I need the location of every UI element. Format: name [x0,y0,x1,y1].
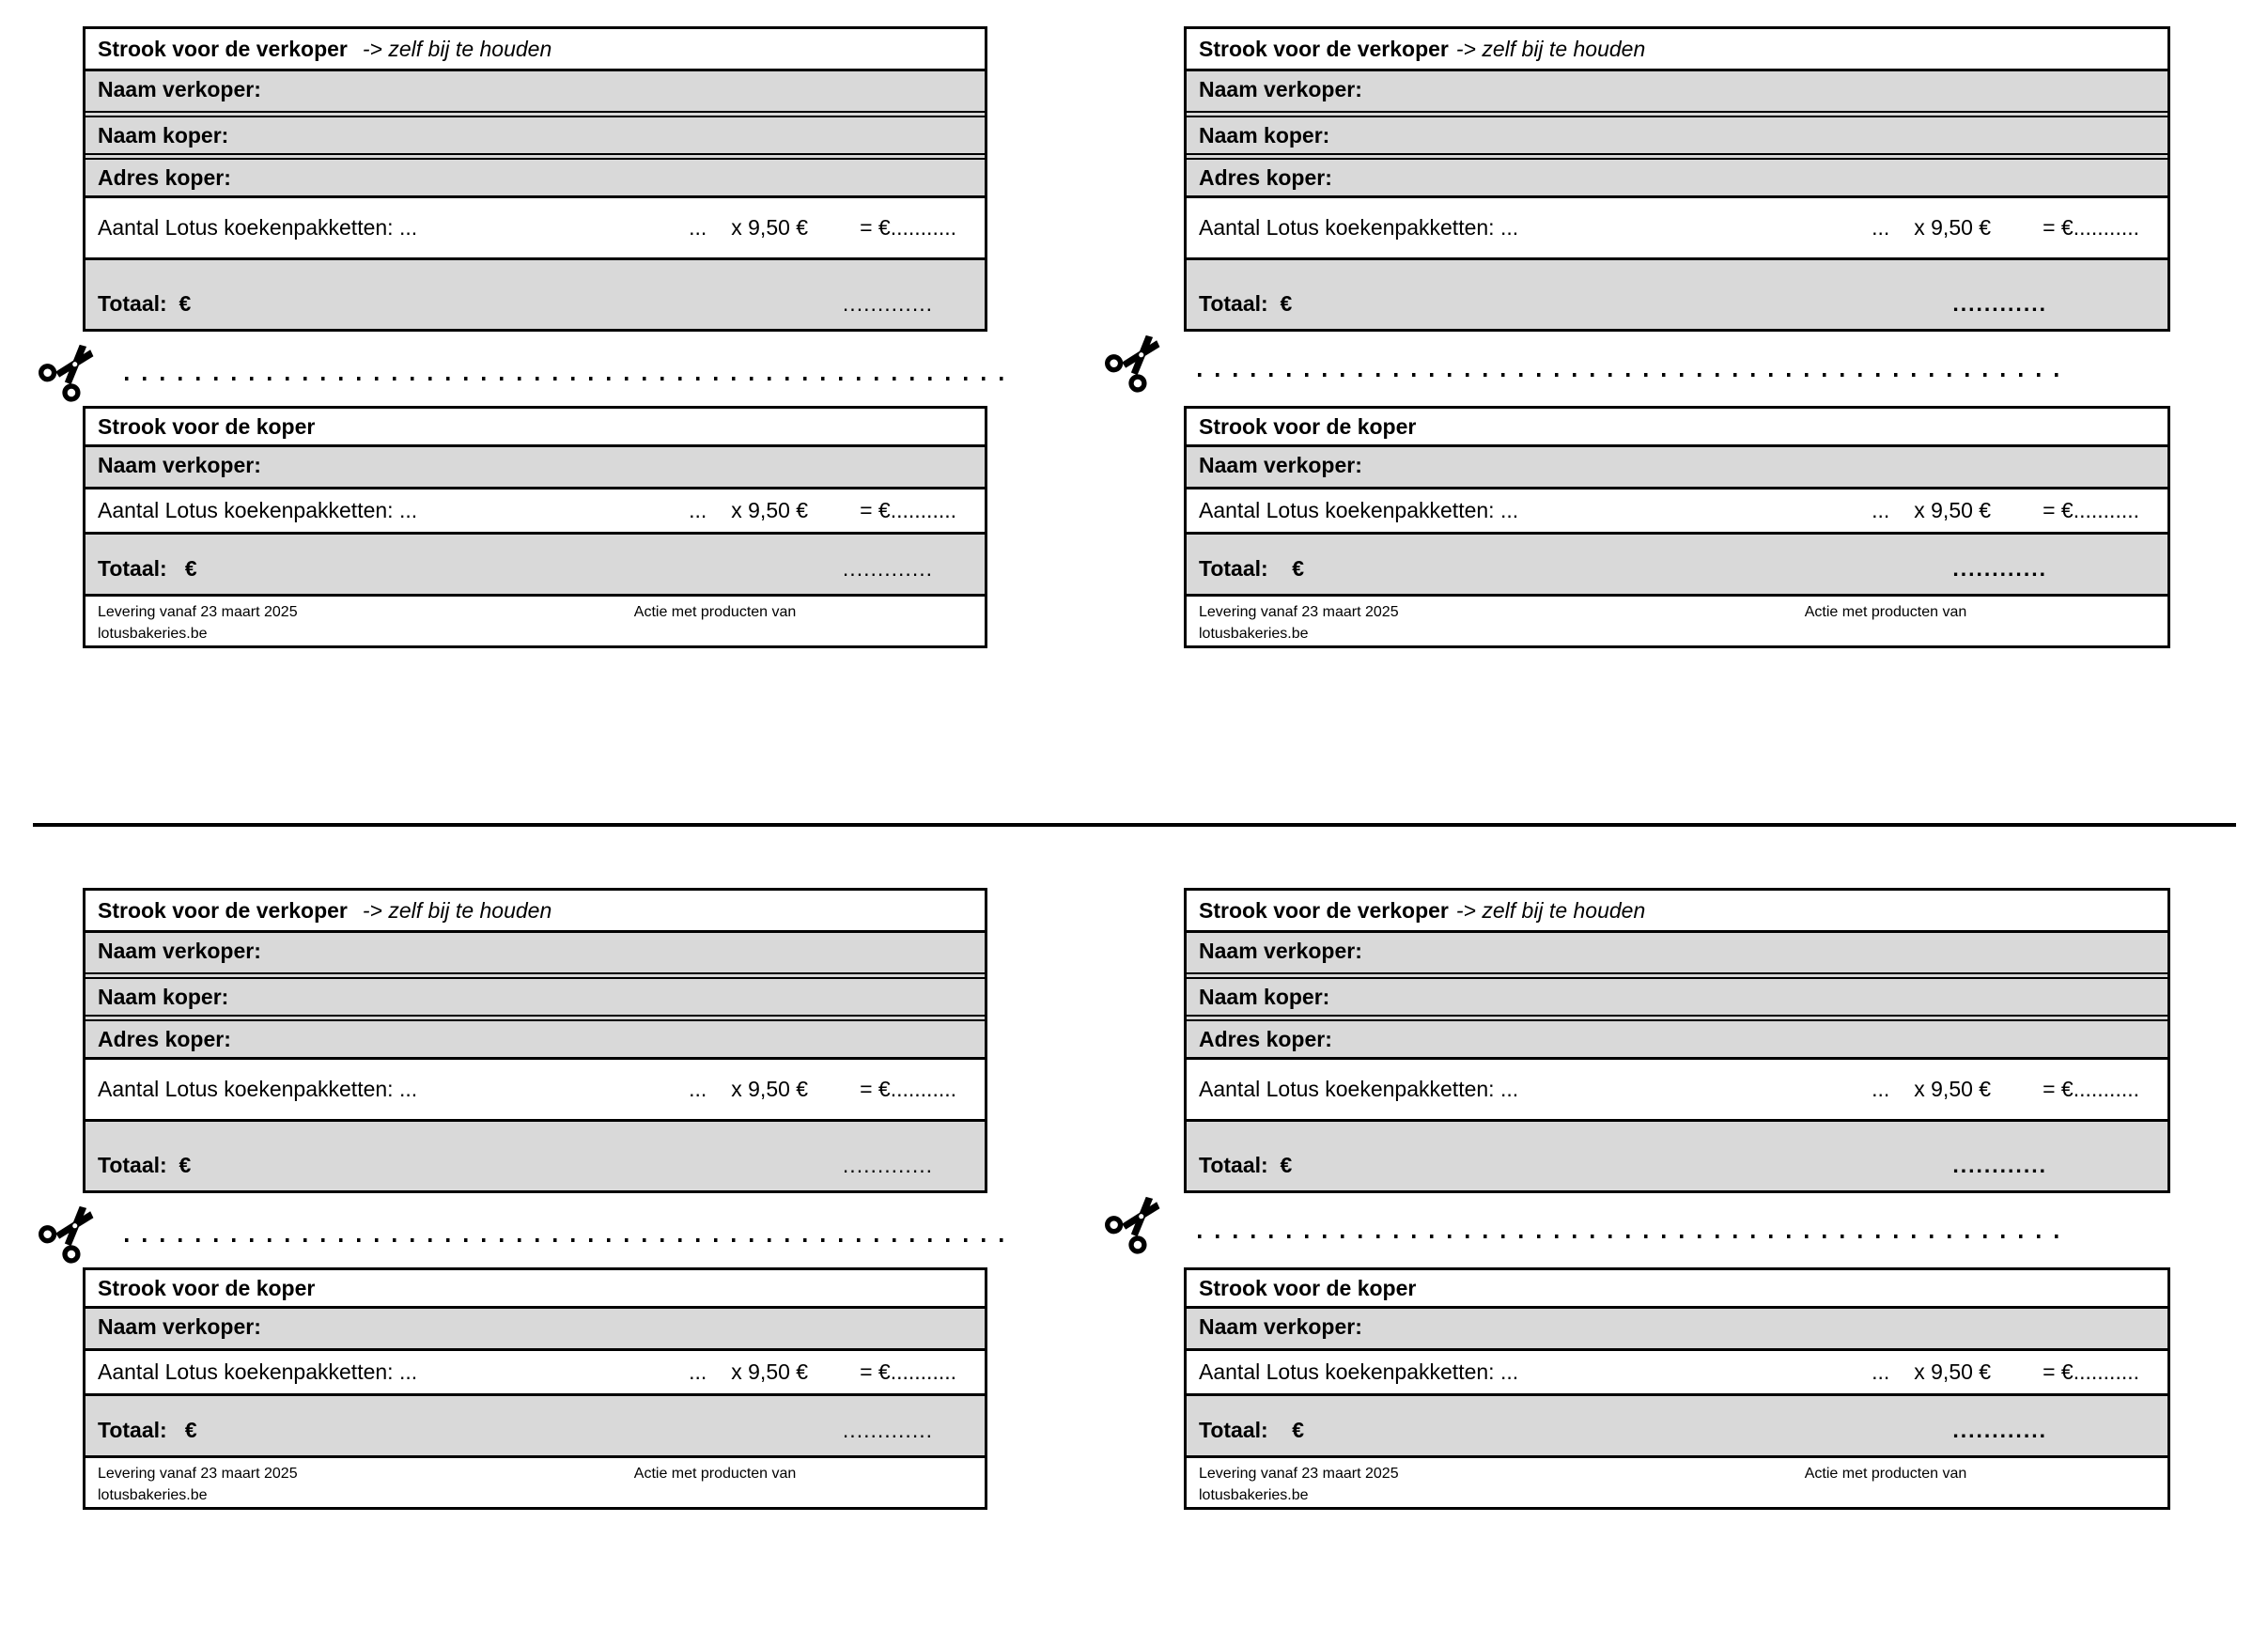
seller-strip-title: Strook voor de verkoper [98,36,348,61]
aantal-dots: ... [1872,1077,1890,1101]
field-naam-verkoper: Naam verkoper: [1187,930,2167,972]
aantal-dots: ... [689,215,707,240]
field-adres-koper: Adres koper: [1187,1015,2167,1057]
footer-row [1187,594,2167,645]
aantal-row [85,1348,985,1393]
buyer-strip-header [85,409,985,444]
order-form-top-right [1184,26,2170,648]
cut-line [1198,373,2072,377]
buyer-strip [1184,1267,2170,1510]
cut-line [125,1238,1010,1242]
line-total-blank: = €........... [860,1359,956,1384]
totaal-dots: ............. [842,1153,933,1177]
field-naam-verkoper: Naam verkoper: [85,1306,985,1348]
action-note: Actie met producten van [1804,604,1967,620]
aantal-row [85,487,985,532]
cut-line [125,377,1010,381]
field-adres-koper: Adres koper: [85,1015,985,1057]
unit-price: x 9,50 € [731,1359,809,1384]
seller-strip-title: Strook voor de verkoper [98,897,348,923]
seller-strip [1184,888,2170,1193]
totaal-dots: ............. [842,556,933,581]
buyer-strip-header [85,1270,985,1306]
totaal-row [85,532,985,594]
line-total-blank: = €........... [860,498,956,522]
buyer-strip-title: Strook voor de koper [98,413,316,439]
field-naam-koper: Naam koper: [1187,972,2167,1015]
seller-strip [83,26,987,332]
seller-strip-header [1187,891,2167,930]
page-divider [33,823,2236,827]
brand-website: lotusbakeries.be [98,1487,208,1503]
cut-zone [1184,1193,2170,1267]
totaal-label: Totaal: € [98,556,197,581]
buyer-strip-header [1187,1270,2167,1306]
scissors-icon [30,325,115,410]
aantal-row [1187,1057,2167,1119]
line-total-blank: = €........... [2043,498,2139,522]
action-note: Actie met producten van [633,1466,797,1482]
action-note: Actie met producten van [633,604,797,620]
field-naam-koper: Naam koper: [85,972,985,1015]
seller-strip-header [85,29,985,69]
field-naam-verkoper: Naam verkoper: [1187,1306,2167,1348]
cut-zone [1184,332,2170,406]
field-naam-verkoper: Naam verkoper: [85,444,985,487]
line-total-blank: = €........... [2043,1359,2139,1384]
brand-website: lotusbakeries.be [1199,626,1309,642]
aantal-dots: ... [689,498,707,522]
seller-strip-header [1187,29,2167,69]
field-adres-koper: Adres koper: [85,153,985,195]
delivery-date: Levering vanaf 23 maart 2025 [98,1466,298,1482]
aantal-label: Aantal Lotus koekenpakketten: ... [1199,1077,1519,1101]
order-form-top-left [83,26,987,648]
unit-price: x 9,50 € [731,1077,809,1101]
action-note: Actie met producten van [1804,1466,1967,1482]
seller-strip [83,888,987,1193]
totaal-row [85,1393,985,1455]
totaal-label: Totaal: € [1199,1153,1293,1177]
totaal-label: Totaal: € [98,1418,197,1442]
aantal-row [1187,195,2167,257]
totaal-row [85,1119,985,1190]
unit-price: x 9,50 € [1914,1359,1992,1384]
totaal-row [1187,1393,2167,1455]
field-naam-verkoper: Naam verkoper: [1187,69,2167,111]
aantal-dots: ... [689,1077,707,1101]
unit-price: x 9,50 € [1914,1077,1992,1101]
seller-strip-note: -> zelf bij te houden [362,36,552,61]
seller-strip [1184,26,2170,332]
line-total-blank: = €........... [2043,215,2139,240]
seller-strip-title: Strook voor de verkoper [1199,897,1449,923]
unit-price: x 9,50 € [1914,215,1992,240]
seller-strip-note: -> zelf bij te houden [362,897,552,923]
totaal-dots: ............ [1952,1153,2047,1177]
scissors-icon [1096,316,1181,400]
field-naam-koper: Naam koper: [1187,111,2167,153]
unit-price: x 9,50 € [731,215,809,240]
delivery-date: Levering vanaf 23 maart 2025 [1199,604,1399,620]
delivery-date: Levering vanaf 23 maart 2025 [1199,1466,1399,1482]
unit-price: x 9,50 € [731,498,809,522]
cut-line [1198,1235,2072,1238]
brand-website: lotusbakeries.be [98,626,208,642]
totaal-row [1187,532,2167,594]
totaal-dots: ............ [1952,1418,2047,1442]
footer-row [85,594,985,645]
totaal-label: Totaal: € [98,291,192,316]
aantal-label: Aantal Lotus koekenpakketten: ... [98,1359,418,1384]
scissors-icon [30,1187,115,1271]
buyer-strip-title: Strook voor de koper [1199,1275,1417,1300]
field-naam-verkoper: Naam verkoper: [85,930,985,972]
buyer-strip-title: Strook voor de koper [98,1275,316,1300]
field-naam-verkoper: Naam verkoper: [1187,444,2167,487]
aantal-label: Aantal Lotus koekenpakketten: ... [1199,498,1519,522]
aantal-label: Aantal Lotus koekenpakketten: ... [1199,1359,1519,1384]
scissors-icon [1096,1177,1181,1262]
brand-website: lotusbakeries.be [1199,1487,1309,1503]
delivery-date: Levering vanaf 23 maart 2025 [98,604,298,620]
footer-row [85,1455,985,1507]
totaal-row [1187,257,2167,329]
field-naam-koper: Naam koper: [85,111,985,153]
totaal-label: Totaal: € [1199,1418,1305,1442]
totaal-dots: ............ [1952,291,2047,316]
buyer-strip-header [1187,409,2167,444]
unit-price: x 9,50 € [1914,498,1992,522]
aantal-dots: ... [1872,1359,1890,1384]
totaal-dots: ............ [1952,556,2047,581]
aantal-label: Aantal Lotus koekenpakketten: ... [98,1077,418,1101]
buyer-strip-title: Strook voor de koper [1199,413,1417,439]
order-form-bottom-right [1184,888,2170,1510]
aantal-row [85,195,985,257]
field-naam-verkoper: Naam verkoper: [85,69,985,111]
order-form-bottom-left [83,888,987,1510]
aantal-row [85,1057,985,1119]
buyer-strip [1184,406,2170,648]
line-total-blank: = €........... [860,215,956,240]
aantal-dots: ... [1872,498,1890,522]
totaal-label: Totaal: € [1199,556,1305,581]
aantal-dots: ... [1872,215,1890,240]
aantal-label: Aantal Lotus koekenpakketten: ... [98,215,418,240]
totaal-row [85,257,985,329]
cut-zone [83,1193,987,1267]
totaal-row [1187,1119,2167,1190]
buyer-strip [83,406,987,648]
totaal-dots: ............. [842,1418,933,1442]
totaal-label: Totaal: € [1199,291,1293,316]
aantal-dots: ... [689,1359,707,1384]
aantal-label: Aantal Lotus koekenpakketten: ... [98,498,418,522]
seller-strip-title: Strook voor de verkoper [1199,36,1449,61]
seller-strip-note: -> zelf bij te houden [1455,36,1646,61]
aantal-label: Aantal Lotus koekenpakketten: ... [1199,215,1519,240]
seller-strip-note: -> zelf bij te houden [1455,897,1646,923]
totaal-label: Totaal: € [98,1153,192,1177]
totaal-dots: ............. [842,291,933,316]
buyer-strip [83,1267,987,1510]
aantal-row [1187,1348,2167,1393]
seller-strip-header [85,891,985,930]
cut-zone [83,332,987,406]
footer-row [1187,1455,2167,1507]
aantal-row [1187,487,2167,532]
field-adres-koper: Adres koper: [1187,153,2167,195]
line-total-blank: = €........... [2043,1077,2139,1101]
line-total-blank: = €........... [860,1077,956,1101]
